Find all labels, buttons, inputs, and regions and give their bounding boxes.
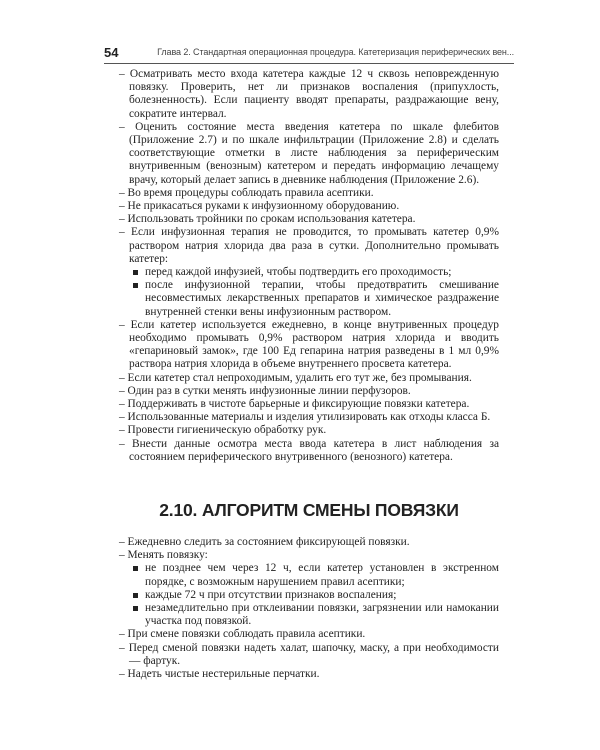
square-bullet-icon <box>133 270 138 275</box>
square-bullet-icon <box>133 283 138 288</box>
list-item: – Провести гигиеническую обработку рук. <box>119 424 499 437</box>
bullet-list-item <box>119 602 499 628</box>
bullet-item-text: перед каждой инфузией, чтобы подтвердить его проходимость; <box>145 266 452 279</box>
bullet-item-text: каждые 72 ч при отсутствии признаков воспаления; <box>145 588 397 601</box>
bullet-item-text: не позднее чем через 12 ч, если катетер установлен в экстренном порядке, с возможным нарушением правил асептики; <box>145 562 499 588</box>
list-item: – Использовать тройники по срокам использования катетера. <box>119 213 499 226</box>
list-item: – Если катетер используется ежедневно, в конце внутривенных процедур необходимо промывать 0,9% раствором натрия хлорида и вводить «гепариновый замок», где 100 Ед гепарина натрия разведены в 1 мл 0,9% раствора натрия хлорида в объеме внутреннего просвета катетера. <box>119 319 499 372</box>
bullet-list-item <box>119 266 499 279</box>
header-rule <box>104 63 514 64</box>
page-number: 54 <box>104 45 119 60</box>
list-item: – Ежедневно следить за состоянием фиксирующей повязки. <box>119 536 499 549</box>
list-item: – Осматривать место входа катетера каждые 12 ч сквозь неповрежденную повязку. Проверить, нет ли признаков воспаления (припухлость, болезненность). Если пациенту вводят препараты, раздражающие вену, сократите интервал. <box>119 68 499 121</box>
page-header <box>104 45 514 63</box>
square-bullet-icon <box>133 566 138 571</box>
list-item: – Если катетер стал непроходимым, удалить его тут же, без промывания. <box>119 372 499 385</box>
dressing-change-list <box>119 536 499 681</box>
square-bullet-icon <box>133 593 138 598</box>
list-item: – Перед сменой повязки надеть халат, шапочку, маску, а при необходимости — фартук. <box>119 642 499 668</box>
list-item: – Надеть чистые нестерильные перчатки. <box>119 668 499 681</box>
square-bullet-icon <box>133 606 138 611</box>
list-item: – Поддерживать в чистоте барьерные и фиксирующие повязки катетера. <box>119 398 499 411</box>
list-item: – Во время процедуры соблюдать правила асептики. <box>119 187 499 200</box>
list-item: – Внести данные осмотра места ввода катетера в лист наблюдения за состоянием периферического внутривенного (венозного) катетера. <box>119 438 499 464</box>
list-item: – Менять повязку: <box>119 549 499 562</box>
bullet-item-text: незамедлительно при отклеивании повязки, загрязнении или намокании участка под повязкой. <box>145 602 499 628</box>
list-item: – Один раз в сутки менять инфузионные линии перфузоров. <box>119 385 499 398</box>
list-item: – Оценить состояние места введения катетера по шкале флебитов (Приложение 2.7) и по шкале инфильтрации (Приложение 2.8) и сделать соответствующие отметки в листе наблюдения за периферическим внутривенным (венозным) катетером и передать информацию лечащему врачу, который делает запись в дневнике наблюдения (Приложение 2.6). <box>119 121 499 187</box>
list-item: – Не прикасаться руками к инфузионному оборудованию. <box>119 200 499 213</box>
list-item: – Использованные материалы и изделия утилизировать как отходы класса Б. <box>119 411 499 424</box>
running-title: Глава 2. Стандартная операционная процедура. Катетеризация периферических вен... <box>157 47 514 57</box>
procedure-list <box>119 68 499 464</box>
list-item: – При смене повязки соблюдать правила асептики. <box>119 628 499 641</box>
bullet-list-item <box>119 279 499 319</box>
bullet-list-item <box>119 589 499 602</box>
bullet-item-text: после инфузионной терапии, чтобы предотвратить смешивание несовместимых лекарственных препаратов и химическое раздражение внутренней стенки вены инфузионным раствором. <box>145 279 499 318</box>
bullet-list-item <box>119 562 499 588</box>
list-item: – Если инфузионная терапия не проводится, то промывать катетер 0,9% раствором натрия хлорида два раза в сутки. Дополнительно промывать катетер: <box>119 226 499 266</box>
section-heading: 2.10. АЛГОРИТМ СМЕНЫ ПОВЯЗКИ <box>159 500 459 520</box>
